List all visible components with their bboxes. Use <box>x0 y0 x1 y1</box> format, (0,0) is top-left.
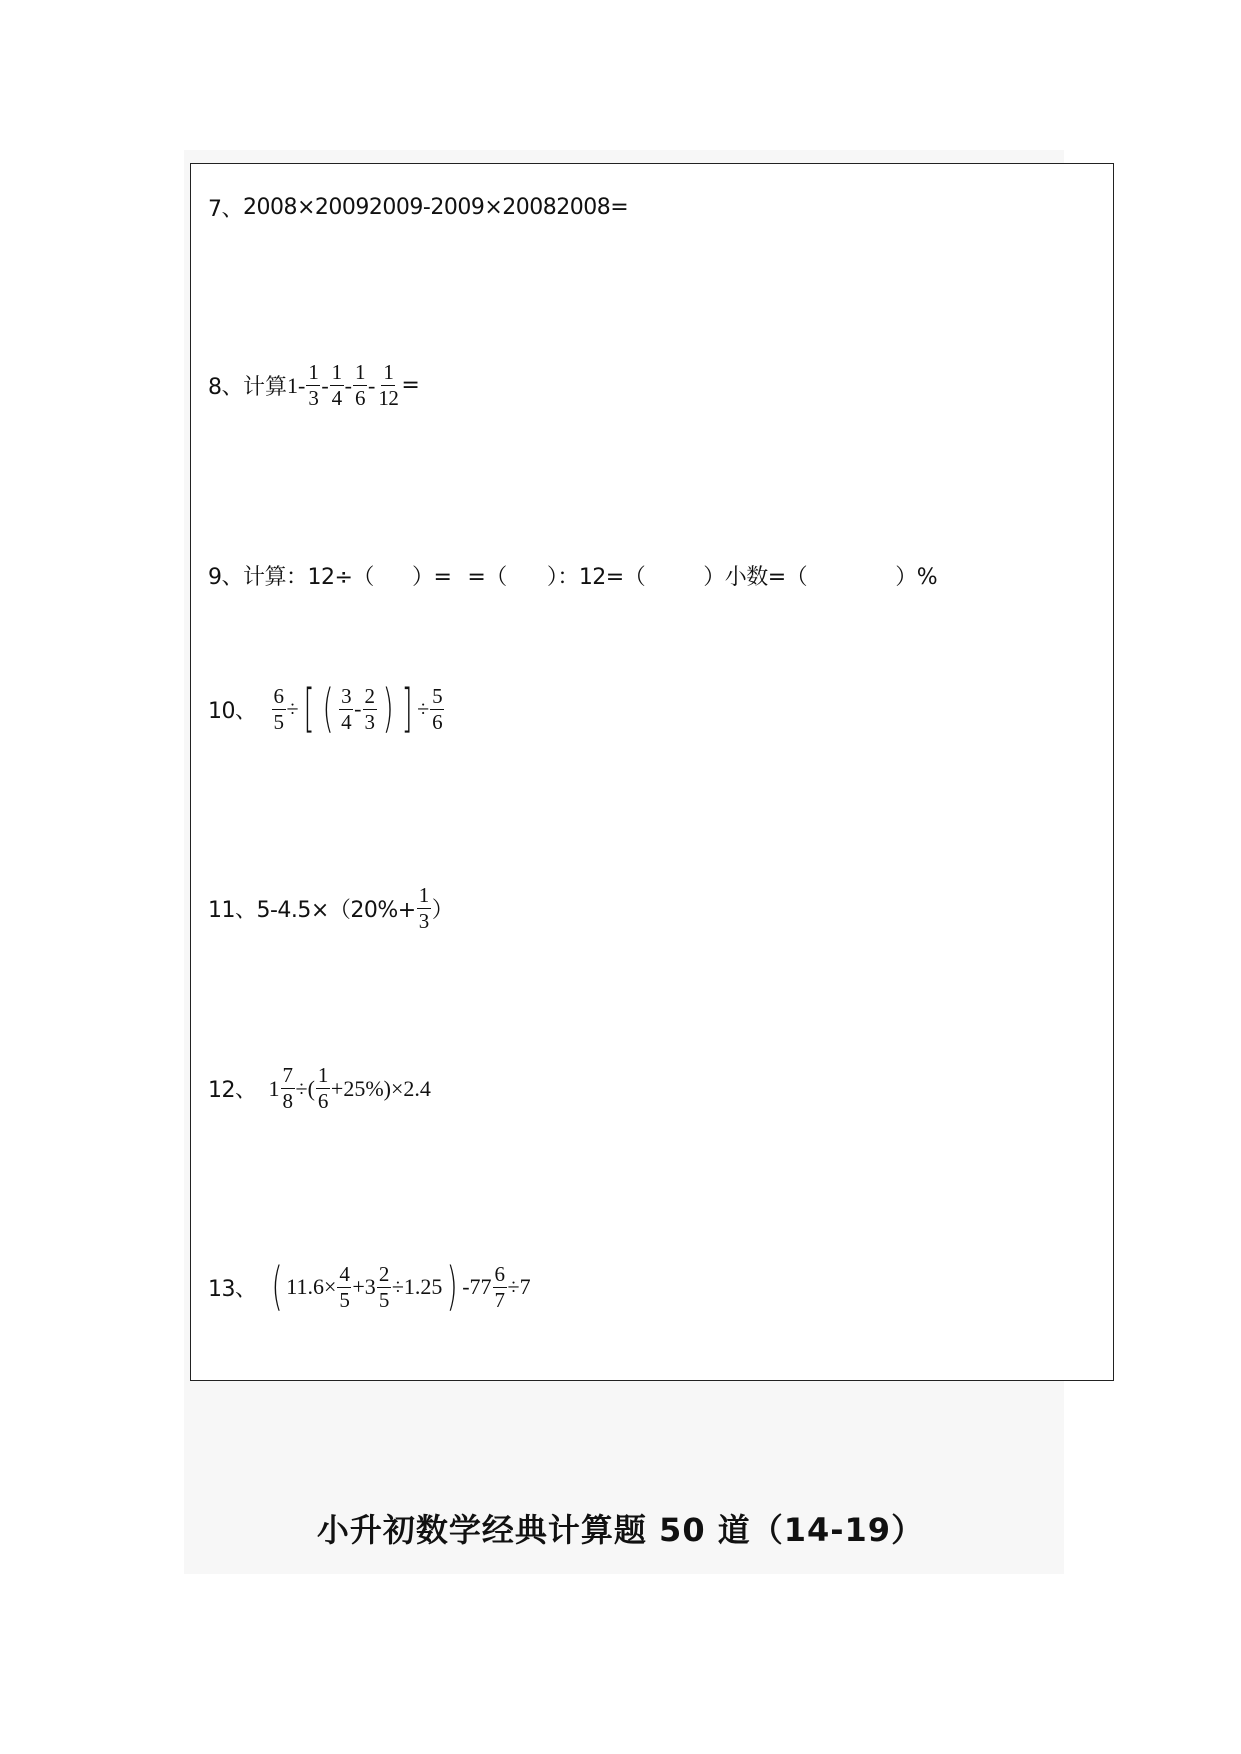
left-paren-icon: ( <box>270 1257 282 1317</box>
question-8: 8、 计算 1- $\frac{1}{3}$ - $\frac{1}{4}$ - $\frac{1}{6}$ - $\frac{1}{12}$ = <box>208 360 420 410</box>
whole-number: 1 <box>268 1075 280 1101</box>
question-13 <box>208 1257 531 1317</box>
section-title: 小升初数学经典计算题 50 道（14-19） <box>316 1511 925 1549</box>
expression-tail: +25%)×2.4 <box>330 1075 431 1101</box>
question-10 <box>208 679 445 739</box>
fraction: $\frac{6}{7}$ <box>494 1261 505 1312</box>
segment: ÷7 <box>507 1274 531 1299</box>
fraction: $\frac{1}{3}$ <box>308 360 319 410</box>
segment: =（ <box>467 565 507 590</box>
operator: - <box>354 696 362 721</box>
segment: 11.6× <box>286 1274 337 1299</box>
expression-lead: 1- <box>287 372 306 398</box>
question-7 <box>208 192 628 223</box>
right-paren-icon: ) <box>381 679 393 739</box>
close-paren: ） <box>431 898 454 923</box>
question-number: 9、 <box>208 565 243 590</box>
operator: ÷( <box>295 1075 315 1101</box>
left-bracket-icon: [ <box>303 679 314 739</box>
fraction: $\frac{1}{4}$ <box>331 360 342 410</box>
fraction: $\frac{5}{6}$ <box>432 683 443 734</box>
fraction: $\frac{1}{12}$ <box>378 360 399 410</box>
fraction: $\frac{7}{8}$ <box>282 1063 293 1113</box>
question-number: 7、 <box>208 197 243 222</box>
question-9 <box>208 560 937 591</box>
operator: ÷ <box>286 696 299 721</box>
fraction: $\frac{1}{3}$ <box>418 883 429 933</box>
right-bracket-icon: ] <box>401 679 413 739</box>
question-11 <box>208 885 453 932</box>
segment: ÷1.25 <box>391 1274 443 1299</box>
question-number: 12、 <box>208 1078 257 1103</box>
segment: ）= <box>411 565 452 590</box>
fraction: $\frac{3}{4}$ <box>341 683 352 734</box>
fraction: $\frac{2}{5}$ <box>378 1261 389 1312</box>
segment: ）：12=（ <box>546 565 646 590</box>
segment: 计算：12÷（ <box>243 565 374 590</box>
question-number: 10、 <box>208 698 257 724</box>
expression: 5-4.5×（20%+ <box>256 898 416 923</box>
question-number: 11、 <box>208 898 257 923</box>
left-paren-icon: ( <box>322 679 334 739</box>
fraction: $\frac{4}{5}$ <box>339 1261 350 1312</box>
question-expression: 2008×20092009-2009×20082008= <box>243 195 629 220</box>
fraction: $\frac{1}{6}$ <box>317 1063 328 1113</box>
question-12 <box>208 1065 431 1112</box>
question-number: 13、 <box>208 1276 257 1302</box>
operator: ÷ <box>417 696 430 721</box>
equals-sign: = <box>401 373 420 398</box>
fraction: $\frac{6}{5}$ <box>273 683 284 734</box>
fraction: $\frac{2}{3}$ <box>364 683 375 734</box>
segment: +3 <box>352 1274 376 1299</box>
segment: ）小数=（ <box>703 565 808 590</box>
right-paren-icon: ) <box>446 1257 458 1317</box>
questions-frame <box>190 163 1114 1381</box>
question-number: 8、 <box>208 375 243 400</box>
segment: ）% <box>895 565 938 590</box>
segment: -77 <box>462 1274 492 1299</box>
fraction: $\frac{1}{6}$ <box>355 360 365 410</box>
calc-word: 计算 <box>243 374 288 399</box>
